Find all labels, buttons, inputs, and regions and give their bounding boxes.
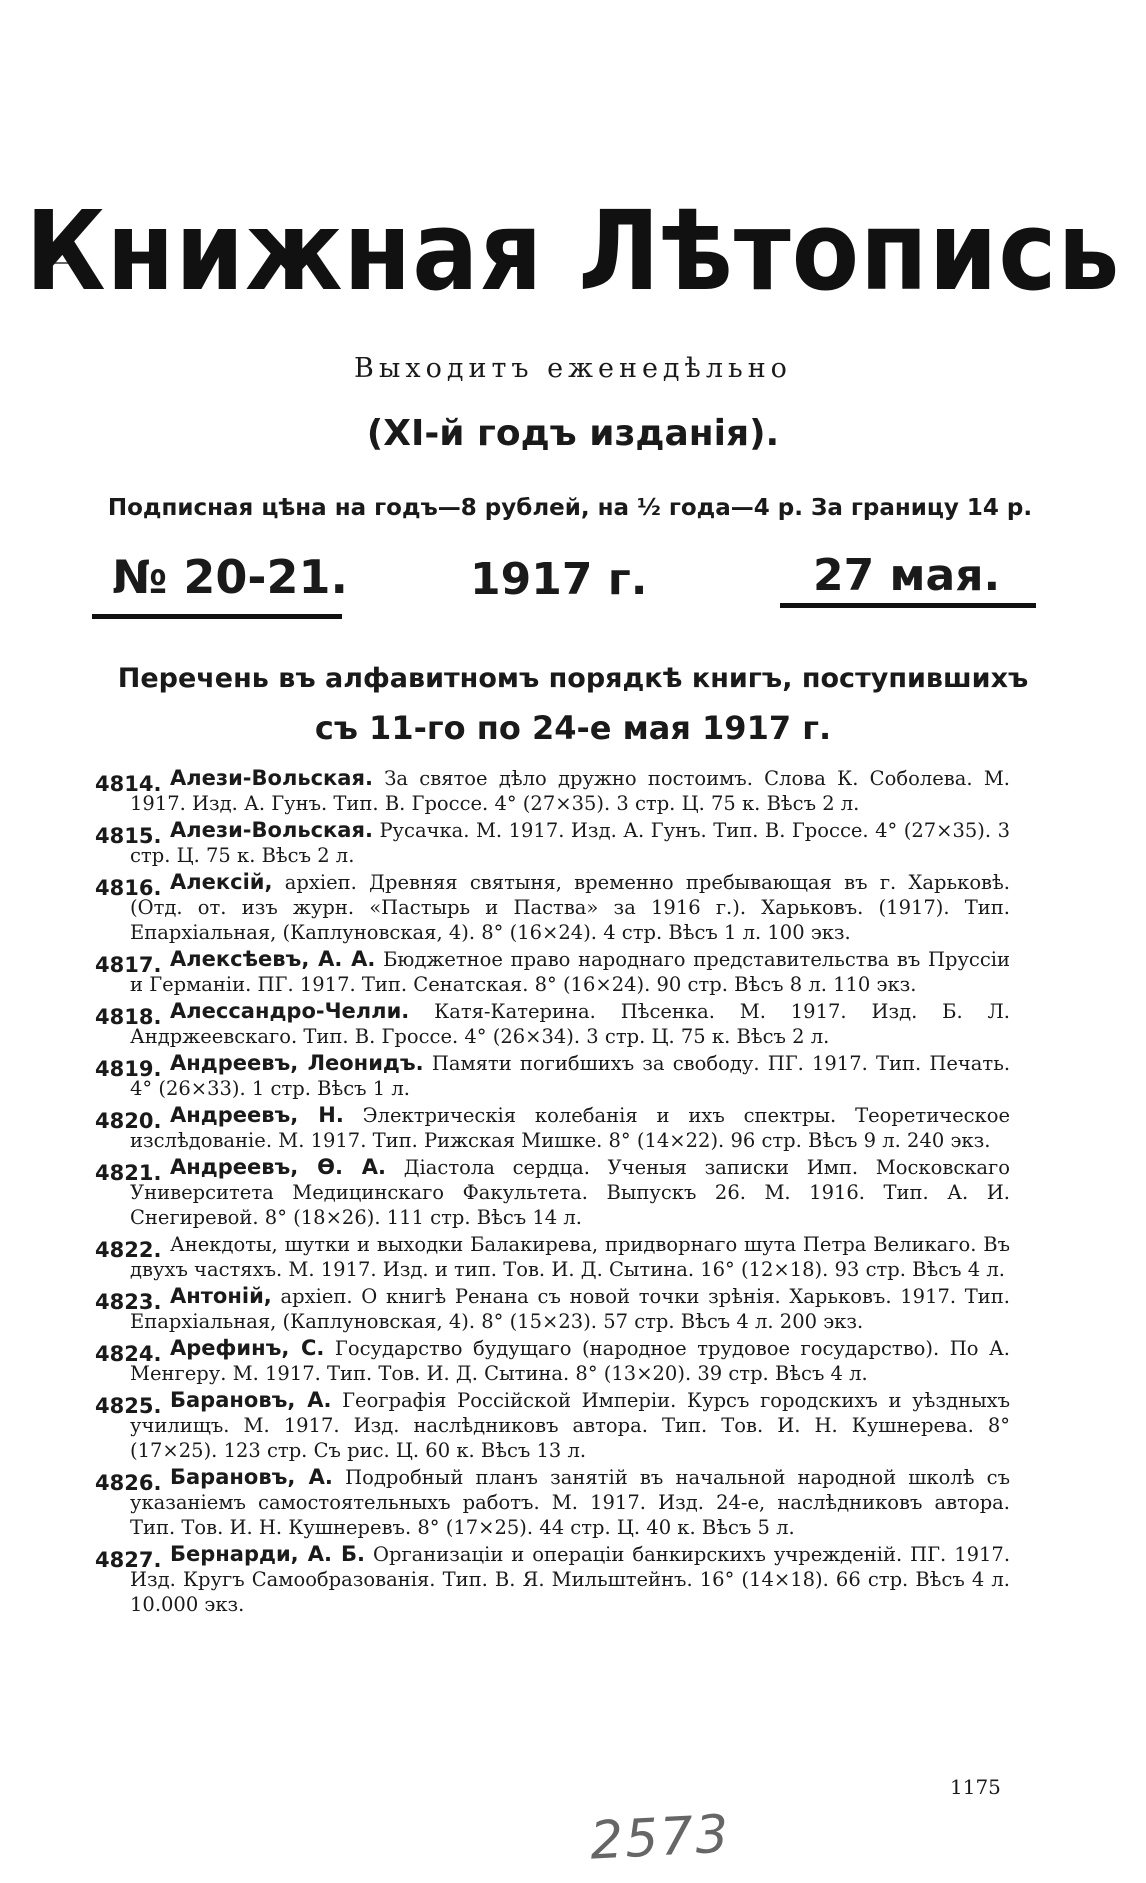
entry-author: Андреевъ, Ѳ. А. <box>170 1155 386 1179</box>
entry-text: Подробный планъ занятій въ начальной народной школѣ съ указаніемъ самостоятельныхъ работъ. М. 1917. Изд. 24-е, наслѣдниковъ автора. Тип. Тов. И. Н. Кушнеревъ. 8° (17×25). 44 стр. Ц. 40 к. Вѣсъ 5 л. <box>130 1466 1010 1539</box>
issue-number: № 20-21. <box>112 550 348 604</box>
entry-author: Алексій, <box>170 870 273 894</box>
list-item <box>0 1388 1146 1463</box>
entry-author: Андреевъ, Леонидъ. <box>170 1051 424 1075</box>
entry-author: Алези-Вольская. <box>170 818 373 842</box>
list-item <box>0 818 1146 868</box>
entry-number: 4824. <box>95 1342 162 1366</box>
pencil-annotation: 2573 <box>588 1804 732 1872</box>
entry-number: 4822. <box>95 1238 162 1262</box>
entry-number: 4819. <box>95 1057 162 1081</box>
entry-text: Бюджетное право народнаго представительства въ Пруссіи и Германіи. ПГ. 1917. Тип. Сенатская. 8° (16×24). 90 стр. Вѣсъ 8 л. 110 экз. <box>130 948 1010 996</box>
entry-text: За святое дѣло дружно постоимъ. Слова К. Соболева. М. 1917. Изд. А. Гунъ. Тип. В. Гроссе. 4° (27×35). 3 стр. Ц. 75 к. Вѣсъ 2 л. <box>130 767 1010 815</box>
entry-number: 4827. <box>95 1548 162 1572</box>
list-item <box>0 870 1146 945</box>
entry-author: Арефинъ, С. <box>170 1336 325 1360</box>
entry-text: Діастола сердца. Ученыя записки Имп. Московскаго Университета Медицинскаго Факультета. Выпускъ 26. М. 1916. Тип. А. И. Снегиревой. 8° (18×26). 111 стр. Вѣсъ 14 л. <box>130 1156 1011 1229</box>
list-date-range: съ 11-го по 24-е мая 1917 г. <box>314 709 832 747</box>
issue-year: 1917 г. <box>470 554 648 605</box>
entry-number: 4820. <box>95 1109 162 1133</box>
list-item <box>0 766 1146 816</box>
entry-text: Географія Россійской Имперіи. Курсъ городскихъ и уѣздныхъ училищъ. М. 1917. Изд. наслѣдниковъ автора. Тип. Тов. И. Н. Кушнерева. 8° (17×25). 123 стр. Съ рис. Ц. 60 к. Вѣсъ 13 л. <box>130 1389 1010 1462</box>
entry-text: Катя-Катерина. Пѣсенка. М. 1917. Изд. Б. Л. Андржеевскаго. Тип. В. Гроссе. 4° (26×34). 3 стр. Ц. 75 к. Вѣсъ 2 л. <box>130 1000 1010 1048</box>
entry-number: 4823. <box>95 1290 162 1314</box>
entry-author: Антоній, <box>170 1284 272 1308</box>
entry-text: Памяти погибшихъ за свободу. ПГ. 1917. Тип. Печать. 4° (26×33). 1 стр. Вѣсъ 1 л. <box>130 1052 1011 1100</box>
entry-number: 4814. <box>95 772 162 796</box>
entry-number: 4815. <box>95 824 162 848</box>
entry-text: архіеп. О книгѣ Ренана съ новой точки зрѣнія. Харьковъ. 1917. Тип. Епархіальная, (Каплуновская, 4). 8° (15×23). 57 стр. Вѣсъ 4 л. 200 экз. <box>130 1285 1011 1333</box>
list-item <box>0 1542 1146 1617</box>
entry-author: Барановъ, А. <box>170 1388 332 1412</box>
entry-number: 4826. <box>95 1471 162 1495</box>
entry-author: Бернарди, А. Б. <box>170 1542 366 1566</box>
edition-line: (XI-й годъ изданія). <box>366 413 780 454</box>
entry-author: Барановъ, А. <box>170 1465 333 1489</box>
masthead-title: Книжная Лѣтопись <box>25 188 1121 316</box>
entry-text: архіеп. Древняя святыня, временно пребывающая въ г. Харьковѣ. (Отд. от. изъ журн. «Пастырь и Паства» за 1916 г.). Харьковъ. (1917). Тип. Епархіальная, (Каплуновская, 4). 8° (16×24). 4 стр. Вѣсъ 1 л. 100 экз. <box>130 871 1010 944</box>
entry-number: 4825. <box>95 1394 162 1418</box>
page-number: 1175 <box>950 1775 1001 1799</box>
list-heading: Перечень въ алфавитномъ порядкѣ книгъ, поступившихъ <box>117 663 1029 694</box>
issue-date: 27 мая. <box>813 550 1001 601</box>
list-item <box>0 1232 1146 1282</box>
list-item <box>0 1051 1146 1101</box>
list-item <box>0 1465 1146 1540</box>
divider-rule-right <box>780 603 1036 608</box>
entry-text: Электрическія колебанія и ихъ спектры. Теоретическое изслѣдованіе. М. 1917. Тип. Рижская Мишке. 8° (14×22). 96 стр. Вѣсъ 9 л. 240 экз. <box>130 1104 1011 1152</box>
entry-text: Организаціи и операціи банкирскихъ учрежденій. ПГ. 1917. Изд. Кругъ Самообразованія. Тип. В. Я. Мильштейнъ. 16° (14×18). 66 стр. Вѣсъ 4 л. 10.000 экз. <box>130 1543 1011 1616</box>
entry-author: Андреевъ, Н. <box>170 1103 344 1127</box>
book-entries <box>0 766 1146 1619</box>
divider-rule-left <box>92 614 342 619</box>
list-item <box>0 947 1146 997</box>
entry-number: 4821. <box>95 1161 162 1185</box>
entry-author: Алексѣевъ, А. А. <box>170 947 376 971</box>
subscription-price: Подписная цѣна на годъ—8 рублей, на ½ года—4 р. За границу 14 р. <box>107 495 1033 521</box>
entry-author: Алессандро-Челли. <box>170 999 410 1023</box>
list-item <box>0 1103 1146 1153</box>
entry-text: Русачка. М. 1917. Изд. А. Гунъ. Тип. В. Гроссе. 4° (27×35). 3 стр. Ц. 75 к. Вѣсъ 2 л. <box>130 819 1011 867</box>
entry-author: Алези-Вольская. <box>170 766 373 790</box>
list-item <box>0 1284 1146 1334</box>
entry-text: Анекдоты, шутки и выходки Балакирева, придворнаго шута Петра Великаго. Въ двухъ частяхъ. М. 1917. Изд. и тип. Тов. И. Д. Сытина. 16° (12×18). 93 стр. Вѣсъ 4 л. <box>130 1233 1010 1281</box>
entry-text: Государство будущаго (народное трудовое государство). По А. Менгеру. М. 1917. Тип. Тов. И. Д. Сытина. 8° (13×20). 39 стр. Вѣсъ 4 л. <box>130 1337 1010 1385</box>
list-item <box>0 999 1146 1049</box>
list-item <box>0 1336 1146 1386</box>
list-item <box>0 1155 1146 1230</box>
entry-number: 4817. <box>95 953 162 977</box>
frequency-line: Выходитъ еженедѣльно <box>354 353 792 384</box>
entry-number: 4816. <box>95 876 162 900</box>
entry-number: 4818. <box>95 1005 162 1029</box>
